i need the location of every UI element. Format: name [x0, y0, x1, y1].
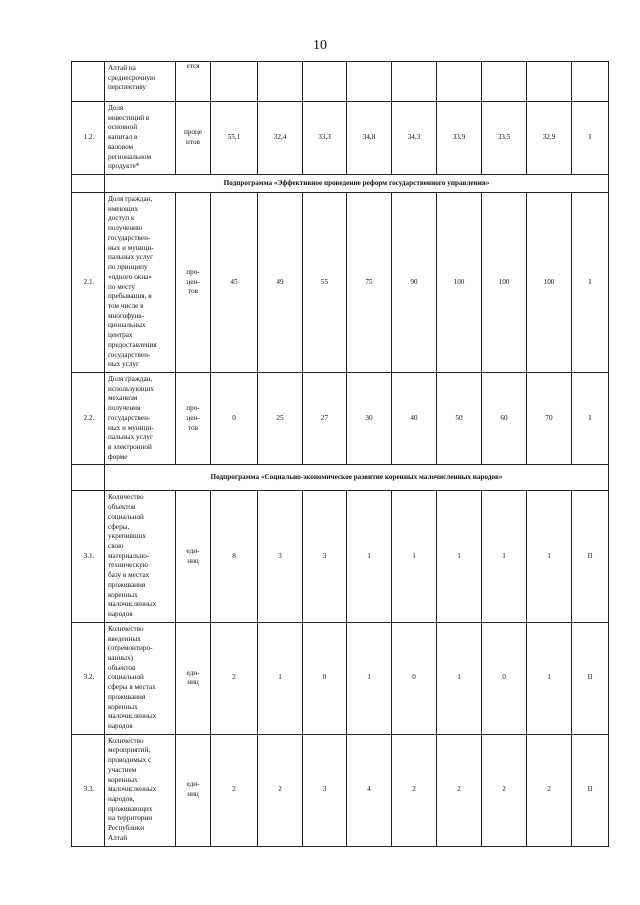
value-cell — [347, 62, 392, 102]
empty-cell — [72, 465, 105, 491]
row-number: 3.1. — [72, 491, 105, 622]
value-cell: 1 — [437, 622, 482, 734]
text-line: материально- — [108, 551, 150, 560]
value-cell: 2 — [482, 734, 527, 846]
table-row — [72, 734, 609, 846]
text-line: капитал в — [108, 133, 138, 142]
value-cell — [527, 62, 572, 102]
text-line: укрепивших — [108, 532, 146, 541]
text-line: по месту — [108, 282, 135, 291]
value-cell: 2 — [211, 622, 258, 734]
value-cell: 100 — [527, 193, 572, 373]
value-cell: 2 — [437, 734, 482, 846]
text-line: ных и муници- — [108, 243, 154, 252]
value-cell: 1 — [482, 491, 527, 622]
text-line: цен- — [186, 277, 200, 286]
empty-cell — [72, 175, 105, 193]
text-line: ется — [186, 62, 200, 70]
text-line: Доля — [108, 104, 124, 112]
text-line: объектов — [108, 503, 136, 512]
row-number: 1.2. — [72, 102, 105, 175]
text-line: получения — [108, 404, 141, 413]
value-cell: 90 — [392, 193, 437, 373]
text-line: народов, — [108, 795, 135, 803]
text-line: проживания — [108, 692, 146, 701]
value-cell: 0 — [392, 622, 437, 734]
text-line: коренных — [108, 775, 138, 784]
value-cell: 30 — [347, 372, 392, 464]
text-line: пальных услуг — [108, 433, 153, 442]
indicator-name — [105, 622, 176, 734]
text-line: государствен- — [108, 350, 151, 359]
text-line: Количество — [108, 493, 144, 502]
table-row — [72, 62, 609, 102]
text-line: предоставления — [108, 340, 157, 349]
text-line: народов — [108, 610, 133, 619]
value-cell: 3 — [258, 491, 303, 622]
text-line: Алтай — [108, 833, 128, 842]
text-line: ниц — [187, 556, 199, 565]
value-cell: 50 — [437, 372, 482, 464]
text-line: введенных — [108, 634, 141, 643]
value-cell — [392, 62, 437, 102]
table-row — [72, 372, 609, 464]
text-line: «одного окна» — [108, 272, 152, 281]
text-line: основной — [108, 123, 138, 132]
text-line: пальных услуг — [108, 253, 153, 262]
table-row — [72, 491, 609, 622]
text-line: ных услуг — [108, 360, 139, 369]
text-line: тов — [187, 287, 199, 296]
text-line: социальной — [108, 673, 144, 682]
value-cell: 49 — [258, 193, 303, 373]
value-cell: 34,3 — [392, 102, 437, 175]
text-line: имеющих — [108, 204, 138, 213]
value-cell: 100 — [437, 193, 482, 373]
indicator-name — [105, 62, 176, 102]
text-line: участием — [108, 765, 137, 774]
text-line: свою — [108, 542, 124, 551]
value-cell: 2 — [211, 734, 258, 846]
text-line: базу в местах — [108, 571, 150, 580]
value-cell: 55 — [303, 193, 347, 373]
text-line: том числе в — [108, 301, 144, 310]
row-number: 3.3. — [72, 734, 105, 846]
text-line: использующих — [108, 384, 154, 393]
table-row — [72, 102, 609, 175]
text-line: ниц — [187, 790, 199, 799]
value-cell: 33,5 — [482, 102, 527, 175]
value-cell: 2 — [527, 734, 572, 846]
subprogram-row — [72, 465, 609, 491]
text-line: еди- — [186, 546, 200, 555]
value-cell: 60 — [482, 372, 527, 464]
text-line: среднесрочную — [108, 73, 156, 82]
text-line: нтов — [186, 138, 200, 147]
value-cell: 0 — [482, 622, 527, 734]
value-cell: 75 — [347, 193, 392, 373]
text-line: коренных — [108, 702, 138, 711]
value-cell: 0 — [211, 372, 258, 464]
value-cell — [258, 62, 303, 102]
unit-cell — [176, 734, 211, 846]
text-line: проживания — [108, 580, 146, 589]
value-cell: 1 — [258, 622, 303, 734]
value-cell: 40 — [392, 372, 437, 464]
unit-cell — [176, 102, 211, 175]
value-cell: 1 — [437, 491, 482, 622]
unit-cell — [176, 491, 211, 622]
text-line: еди- — [186, 668, 200, 677]
text-line: сферы, — [108, 522, 130, 531]
value-cell: 70 — [527, 372, 572, 464]
page-number: 10 — [313, 38, 327, 53]
text-line: объектов — [108, 663, 136, 672]
category-cell — [572, 62, 609, 102]
text-line: валовом — [108, 142, 134, 151]
text-line: доступ к — [108, 214, 135, 223]
value-cell: 1 — [347, 622, 392, 734]
text-line: Количество — [108, 736, 144, 745]
row-number: 2.1. — [72, 193, 105, 373]
text-line: еди- — [186, 780, 200, 789]
indicator-name — [105, 372, 176, 464]
value-cell: 55,1 — [211, 102, 258, 175]
category-cell: I — [572, 102, 609, 175]
text-line: форме — [108, 452, 128, 461]
value-cell: 4 — [347, 734, 392, 846]
value-cell — [211, 62, 258, 102]
indicator-name — [105, 193, 176, 373]
value-cell — [303, 62, 347, 102]
text-line: по принципу — [108, 263, 148, 272]
text-line: социальной — [108, 512, 144, 521]
category-cell: II — [572, 622, 609, 734]
indicator-name — [105, 102, 176, 175]
value-cell: 8 — [211, 491, 258, 622]
value-cell: 2 — [392, 734, 437, 846]
text-line: центрах — [108, 331, 133, 340]
text-line: ниц — [187, 678, 199, 687]
value-cell — [437, 62, 482, 102]
text-line: ных и муници- — [108, 423, 154, 432]
value-cell — [482, 62, 527, 102]
text-line: пребывания, в — [108, 292, 152, 301]
text-line: малочисленных — [108, 600, 157, 609]
indicators-table — [71, 61, 609, 847]
value-cell: 32,4 — [258, 102, 303, 175]
row-number: 2.2. — [72, 372, 105, 464]
value-cell: 33,3 — [303, 102, 347, 175]
category-cell: II — [572, 734, 609, 846]
text-line: государствен- — [108, 413, 151, 422]
text-line: на территории — [108, 814, 153, 823]
text-line: ванных) — [108, 653, 133, 662]
value-cell: 1 — [347, 491, 392, 622]
text-line: продукте* — [108, 162, 140, 171]
text-line: цен- — [186, 413, 200, 422]
value-cell: 45 — [211, 193, 258, 373]
text-line: проводимых с — [108, 756, 152, 765]
row-number: 3.2. — [72, 622, 105, 734]
text-line: малочисленных — [108, 785, 157, 794]
category-cell: I — [572, 193, 609, 373]
text-line: Количество — [108, 624, 144, 633]
text-line: инвестиций в — [108, 113, 150, 122]
value-cell: 34,8 — [347, 102, 392, 175]
text-line: региональном — [108, 152, 151, 161]
subprogram-title: Подпрограмма «Социально-экономическое развитие коренных малочисленных народов» — [105, 465, 609, 491]
value-cell: 100 — [482, 193, 527, 373]
text-line: проце — [183, 128, 203, 137]
value-cell: 0 — [303, 622, 347, 734]
text-line: сферы в местах — [108, 683, 156, 692]
value-cell: 25 — [258, 372, 303, 464]
text-line: тов — [187, 423, 199, 432]
text-line: Доля граждан, — [108, 374, 153, 383]
text-line: механизм — [108, 394, 138, 403]
unit-cell — [176, 62, 211, 102]
value-cell: 27 — [303, 372, 347, 464]
value-cell: 32,9 — [527, 102, 572, 175]
value-cell: 1 — [527, 622, 572, 734]
value-cell: 1 — [527, 491, 572, 622]
text-line: малочисленных — [108, 712, 157, 721]
text-line: в электронной — [108, 443, 152, 451]
subprogram-row — [72, 175, 609, 193]
table-row — [72, 622, 609, 734]
value-cell: 3 — [303, 734, 347, 846]
text-line: государствен- — [108, 233, 151, 242]
value-cell: 33,9 — [437, 102, 482, 175]
category-cell: I — [572, 372, 609, 464]
table-body — [72, 62, 609, 847]
text-line: коренных — [108, 590, 138, 599]
text-line: проживающих — [108, 804, 153, 813]
subprogram-title: Подпрограмма «Эффективное проведение реформ государственного управления» — [105, 175, 609, 193]
text-line: перспективу — [108, 83, 146, 92]
text-line: Алтай на — [108, 64, 136, 72]
text-line: про- — [186, 267, 200, 276]
text-line: получению — [108, 224, 143, 233]
category-cell: II — [572, 491, 609, 622]
row-number — [72, 62, 105, 102]
table-row — [72, 193, 609, 373]
text-line: народов — [108, 721, 133, 730]
indicator-name — [105, 734, 176, 846]
text-line: Доля граждан, — [108, 195, 153, 204]
unit-cell — [176, 193, 211, 373]
indicator-name — [105, 491, 176, 622]
value-cell: 2 — [258, 734, 303, 846]
text-line: мероприятий, — [108, 746, 151, 755]
text-line: (отремонтиро- — [108, 644, 153, 653]
text-line: Республики — [108, 824, 145, 833]
unit-cell — [176, 622, 211, 734]
text-line: техническую — [108, 561, 149, 570]
value-cell: 1 — [392, 491, 437, 622]
text-line: многофунк- — [108, 311, 145, 320]
unit-cell — [176, 372, 211, 464]
text-line: про- — [186, 404, 200, 413]
text-line: циональных — [108, 321, 146, 330]
value-cell: 3 — [303, 491, 347, 622]
